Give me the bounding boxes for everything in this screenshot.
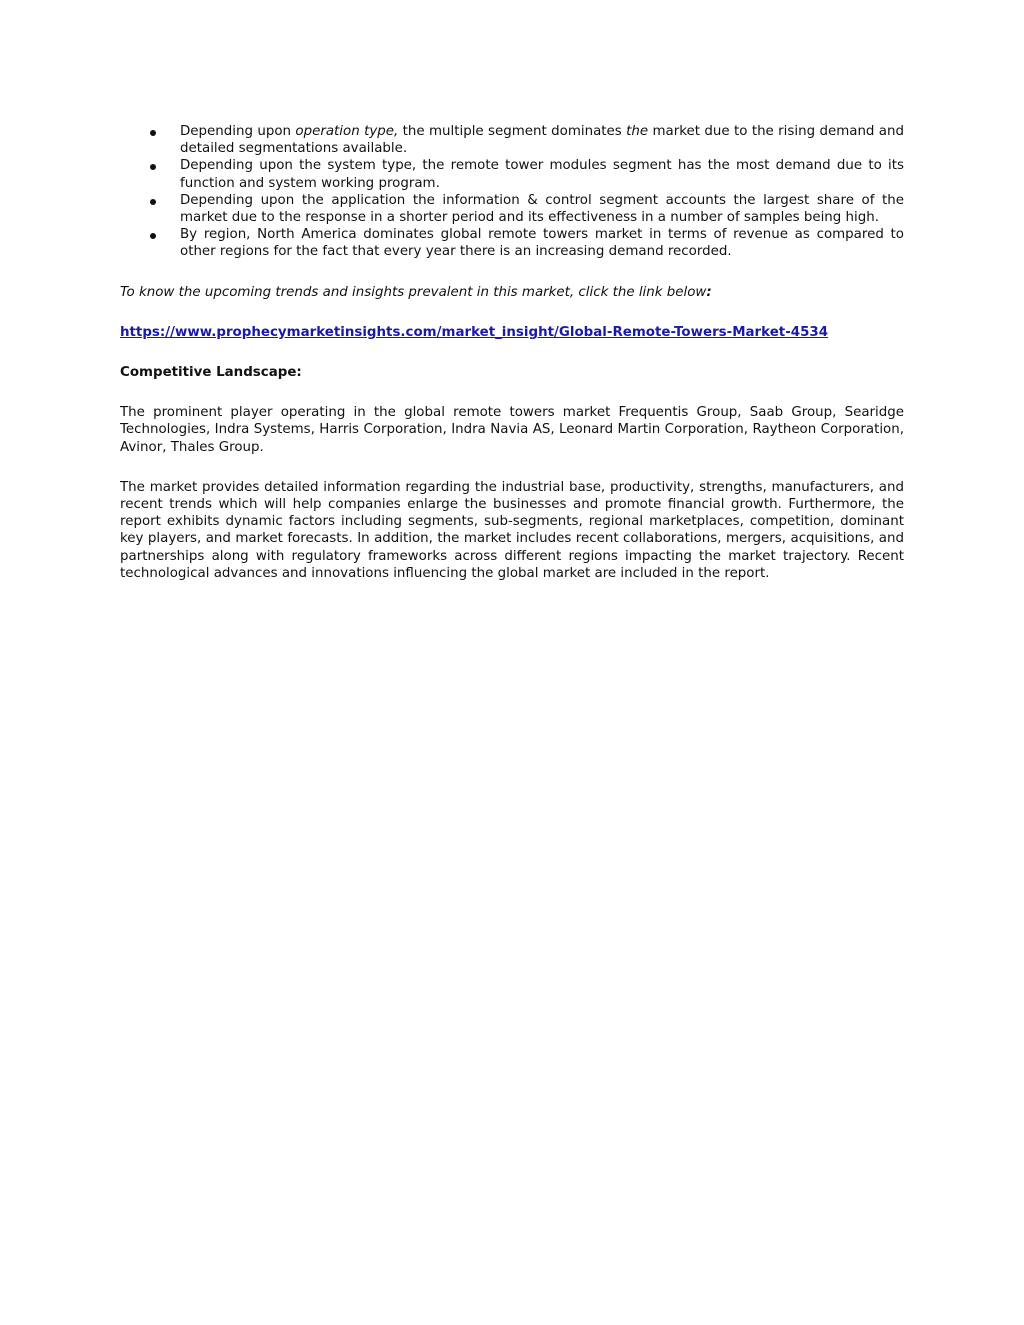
document-page — [120, 123, 904, 582]
link-intro-text — [120, 284, 904, 301]
bullet-text: Depending upon the system type, the remote tower modules segment has the most demand due to its function and system working program. — [180, 158, 904, 191]
findings-list — [120, 123, 904, 261]
key-players-paragraph: The prominent player operating in the global remote towers market Frequentis Group, Saab Group, Searidge Technologies, Indra Systems, Harris Corporation, Indra Navia AS, Leonard Martin Corporation, Raytheon Corporation, Avinor, Thales Group. — [120, 405, 904, 455]
bullet-text-pre: Depending upon — [180, 124, 296, 139]
bullet-icon — [150, 199, 156, 205]
list-item — [120, 123, 904, 157]
list-item — [120, 157, 904, 191]
report-link-line — [120, 324, 904, 341]
bullet-icon — [150, 233, 156, 239]
market-overview-paragraph: The market provides detailed information regarding the industrial base, productivity, strengths, manufacturers, and recent trends which will help companies enlarge the businesses and promote financial growth. Furthermore, the report exhibits dynamic factors including segments, sub-segments, regional marketplaces, competition, dominant key players, and market forecasts. In addition, the market includes recent collaborations, mergers, acquisitions, and partnerships along with regulatory frameworks across different regions impacting the market trajectory. Recent technological advances and innovations influencing the global market are included in the report. — [120, 479, 904, 581]
bullet-icon — [150, 130, 156, 136]
report-link[interactable]: https://www.prophecymarketinsights.com/market_insight/Global-Remote-Towers-Market-4534 — [120, 324, 829, 340]
bullet-text: Depending upon the application the information & control segment accounts the largest share of the market due to the response in a shorter period and its effectiveness in a number of samples being high. — [180, 192, 904, 226]
bullet-text-emphasis: operation type, — [295, 124, 399, 139]
bullet-text-emphasis: the — [626, 124, 649, 139]
link-intro-label: To know the upcoming trends and insights prevalent in this market, click the link below — [120, 284, 707, 300]
bullet-text-mid: the multiple segment dominates — [398, 124, 627, 139]
bullet-icon — [150, 164, 156, 170]
section-heading: Competitive Landscape: — [120, 365, 302, 381]
list-item — [120, 226, 904, 260]
bullet-text: By region, North America dominates global remote towers market in terms of revenue as compared to other regions for the fact that every year there is an increasing demand recorded. — [180, 227, 904, 260]
link-intro-colon: : — [706, 284, 712, 300]
bullet-text-post: market due to the rising demand and detailed segmentations available. — [180, 124, 904, 157]
list-item — [120, 192, 904, 226]
